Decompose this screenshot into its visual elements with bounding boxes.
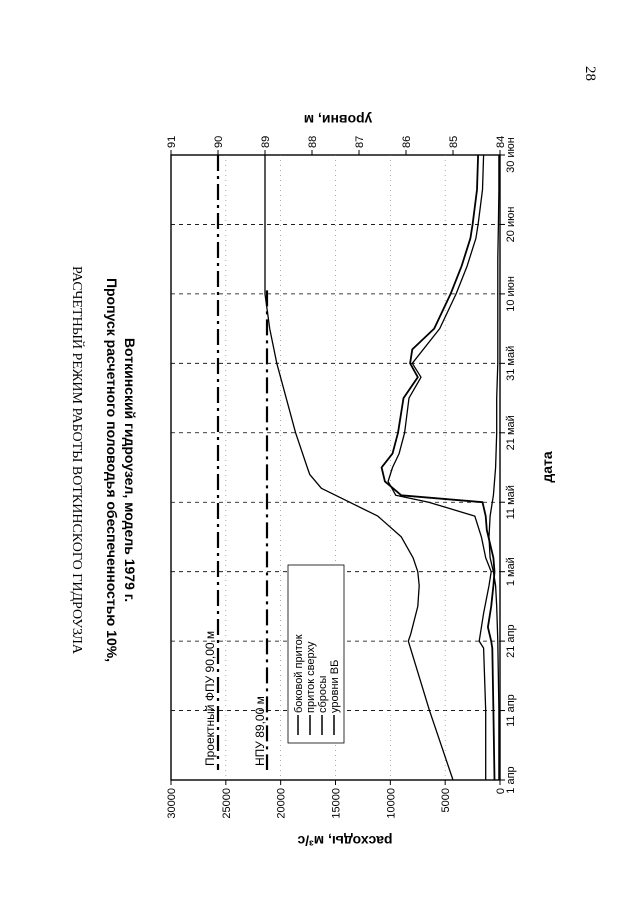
page-heading: РАСЧЕТНЫЙ РЕЖИМ РАБОТЫ ВОТКИНСКОГО ГИДРОУЗЛА bbox=[69, 265, 84, 655]
series-1-line bbox=[489, 155, 499, 780]
fpu-label: Проектный ФПУ 90,00 м bbox=[203, 630, 217, 766]
date-tick-label: 21 май bbox=[505, 415, 517, 451]
flow-tick-label: 10000 bbox=[385, 788, 398, 819]
level-tick-label: 84 bbox=[495, 135, 507, 148]
series-2-line bbox=[388, 155, 491, 780]
date-tick-label: 21 апр bbox=[505, 624, 517, 658]
flow-tick-label: 15000 bbox=[330, 788, 343, 819]
date-tick-label: 20 июн bbox=[505, 206, 517, 243]
chart-title-line-2: Воткинский гидроузел, модель 1979 г. bbox=[122, 337, 138, 603]
level-tick-label: 86 bbox=[401, 135, 413, 148]
date-tick-label: 11 апр bbox=[505, 694, 517, 727]
series-3-line bbox=[382, 155, 495, 780]
level-tick-label: 87 bbox=[354, 135, 366, 148]
flow-tick-label: 25000 bbox=[220, 788, 233, 819]
chart-title-line-1: Пропуск расчетного половодья обеспеченностью 10%, bbox=[104, 277, 120, 663]
x-axis-label: дата bbox=[539, 451, 555, 483]
level-tick-label: 90 bbox=[213, 135, 225, 148]
flow-tick-label: 0 bbox=[495, 788, 507, 795]
flow-tick-label: 20000 bbox=[275, 788, 288, 819]
date-tick-label: 10 июн bbox=[505, 276, 517, 312]
date-tick-label: 1 апр bbox=[505, 766, 517, 794]
legend-label-3: сбросы bbox=[317, 675, 329, 713]
date-tick-label: 11 май bbox=[505, 485, 517, 520]
flow-tick-label: 30000 bbox=[166, 788, 178, 819]
legend-label-1: боковой приток bbox=[293, 634, 305, 713]
level-tick-label: 88 bbox=[307, 135, 319, 148]
page-number: 28 bbox=[582, 66, 598, 81]
y-left-axis-label: расходы, м³/с bbox=[297, 833, 393, 849]
level-tick-label: 85 bbox=[448, 135, 460, 148]
legend-label-2: приток сверху bbox=[305, 641, 317, 713]
y-right-axis-label: уровни, м bbox=[303, 112, 373, 128]
date-tick-label: 31 май bbox=[505, 345, 517, 381]
level-tick-label: 89 bbox=[260, 135, 272, 148]
legend-label-4: уровни ВБ bbox=[329, 659, 341, 713]
flow-tick-label: 5000 bbox=[440, 788, 453, 813]
npu-label: НПУ 89,00 м bbox=[253, 696, 267, 766]
level-tick-label: 91 bbox=[166, 135, 178, 148]
date-tick-label: 1 май bbox=[505, 557, 517, 587]
date-tick-label: 30 июн bbox=[505, 137, 517, 173]
